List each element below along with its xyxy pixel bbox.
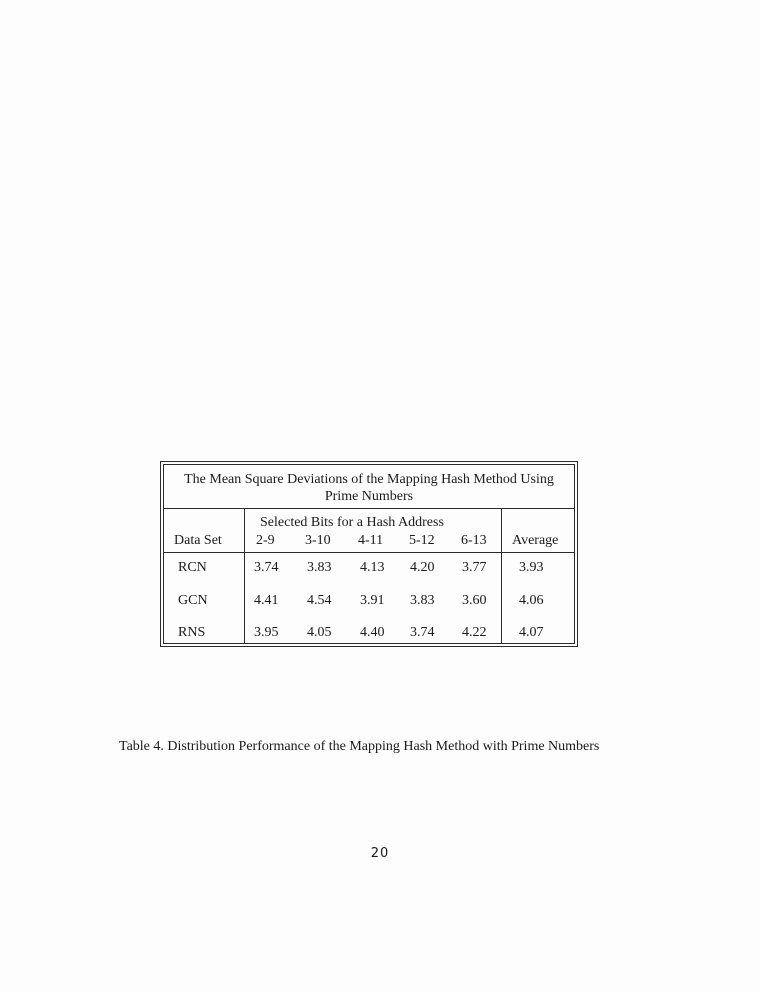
table-cell: 4.05 xyxy=(307,625,332,640)
table-title-line-2: Prime Numbers xyxy=(324,489,414,504)
table-cell: 3.77 xyxy=(462,560,487,575)
results-table-inner xyxy=(163,464,575,644)
column-header: 4-11 xyxy=(358,533,384,548)
results-table xyxy=(160,461,578,647)
table-cell: 3.83 xyxy=(307,560,332,575)
column-header: 3-10 xyxy=(305,533,331,548)
table-title xyxy=(164,465,574,509)
table-cell: 3.74 xyxy=(410,625,435,640)
row-label: RNS xyxy=(178,625,206,640)
table-cell: 4.40 xyxy=(360,625,385,640)
column-header-average: Average xyxy=(512,533,559,548)
table-cell: 4.22 xyxy=(462,625,487,640)
table-cell: 4.54 xyxy=(307,593,332,608)
table-title-line-1: The Mean Square Deviations of the Mapping Hash Method Using xyxy=(184,472,554,487)
page-number: 20 xyxy=(370,846,390,861)
column-header: 5-12 xyxy=(409,533,435,548)
table-cell-average: 4.07 xyxy=(519,625,544,640)
table-cell: 3.74 xyxy=(254,560,279,575)
table-cell: 3.83 xyxy=(410,593,435,608)
row-label: GCN xyxy=(178,593,208,608)
column-header: 2-9 xyxy=(256,533,275,548)
column-divider-average xyxy=(501,509,502,643)
column-header: 6-13 xyxy=(461,533,487,548)
table-cell-average: 3.93 xyxy=(519,560,544,575)
table-cell: 3.95 xyxy=(254,625,279,640)
column-divider-data-set xyxy=(244,509,245,643)
table-cell: 4.13 xyxy=(360,560,385,575)
table-cell: 4.20 xyxy=(410,560,435,575)
table-cell: 3.91 xyxy=(360,593,385,608)
row-header-data-set: Data Set xyxy=(174,533,222,548)
group-header: Selected Bits for a Hash Address xyxy=(260,515,444,530)
table-cell: 4.41 xyxy=(254,593,279,608)
table-cell-average: 4.06 xyxy=(519,593,544,608)
table-caption: Table 4. Distribution Performance of the Mapping Hash Method with Prime Numbers xyxy=(119,739,600,754)
table-cell: 3.60 xyxy=(462,593,487,608)
row-label: RCN xyxy=(178,560,207,575)
